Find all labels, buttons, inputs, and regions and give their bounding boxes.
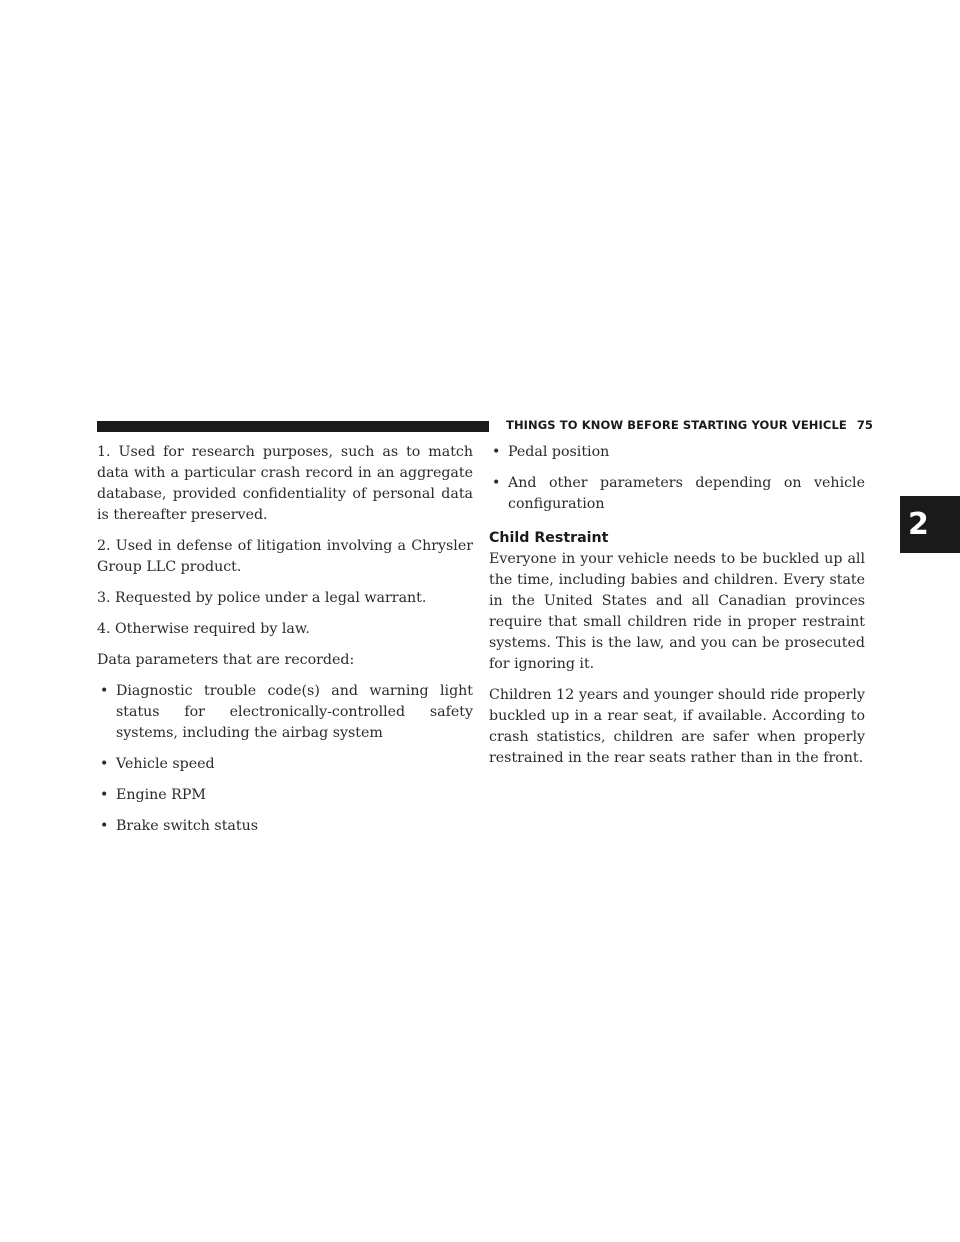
- paragraph-parameters-intro: Data parameters that are recorded:: [97, 652, 355, 668]
- bullet-icon: •: [100, 787, 109, 803]
- bullet-icon: •: [100, 818, 109, 834]
- list-item-text: Diagnostic trouble code(s) and warning light status for electronically-controlled safety systems, including the airbag system: [116, 683, 473, 741]
- paragraph-rear-seat: Children 12 years and younger should ride properly buckled up in a rear seat, if available. According to crash statistics, children are safer when properly restrained in the rear seats rather than in the front.: [489, 687, 865, 766]
- list-item-text: Brake switch status: [116, 818, 258, 834]
- list-item: [97, 785, 473, 806]
- list-item: [97, 754, 473, 775]
- paragraph-child-restraint: Everyone in your vehicle needs to be buckled up all the time, including babies and children. Every state in the United States and all Canadian provinces require that small children ride in proper restraint systems. This is the law, and you can be prosecuted for ignoring it.: [489, 551, 865, 672]
- running-header: [506, 418, 874, 432]
- bullet-icon: •: [100, 756, 109, 772]
- list-item-text: Pedal position: [508, 444, 610, 460]
- right-column: [489, 442, 865, 779]
- list-item-text: Engine RPM: [116, 787, 206, 803]
- list-item: [97, 681, 473, 744]
- left-column: [97, 442, 473, 847]
- list-item: [489, 473, 865, 515]
- paragraph-litigation: 2. Used in defense of litigation involving a Chrysler Group LLC product.: [97, 538, 473, 575]
- chapter-tab: [900, 496, 960, 553]
- list-item-text: Vehicle speed: [116, 756, 215, 772]
- chapter-number: 2: [908, 507, 929, 542]
- section-title: THINGS TO KNOW BEFORE STARTING YOUR VEHICLE: [506, 418, 847, 432]
- list-item: [489, 442, 865, 463]
- header-rule: [97, 421, 489, 432]
- list-item-text: And other parameters depending on vehicle configuration: [508, 475, 865, 512]
- bullet-icon: •: [492, 475, 501, 491]
- list-item: [97, 816, 473, 837]
- bullet-icon: •: [492, 444, 501, 460]
- bullet-icon: •: [100, 683, 109, 699]
- section-heading: Child Restraint: [489, 530, 609, 546]
- paragraph-law: 4. Otherwise required by law.: [97, 621, 310, 637]
- paragraph-research: 1. Used for research purposes, such as to match data with a particular crash record in an aggregate database, provided confidentiality of personal data is thereafter preserved.: [97, 444, 473, 523]
- paragraph-police: 3. Requested by police under a legal warrant.: [97, 590, 427, 606]
- page-number: 75: [856, 418, 874, 432]
